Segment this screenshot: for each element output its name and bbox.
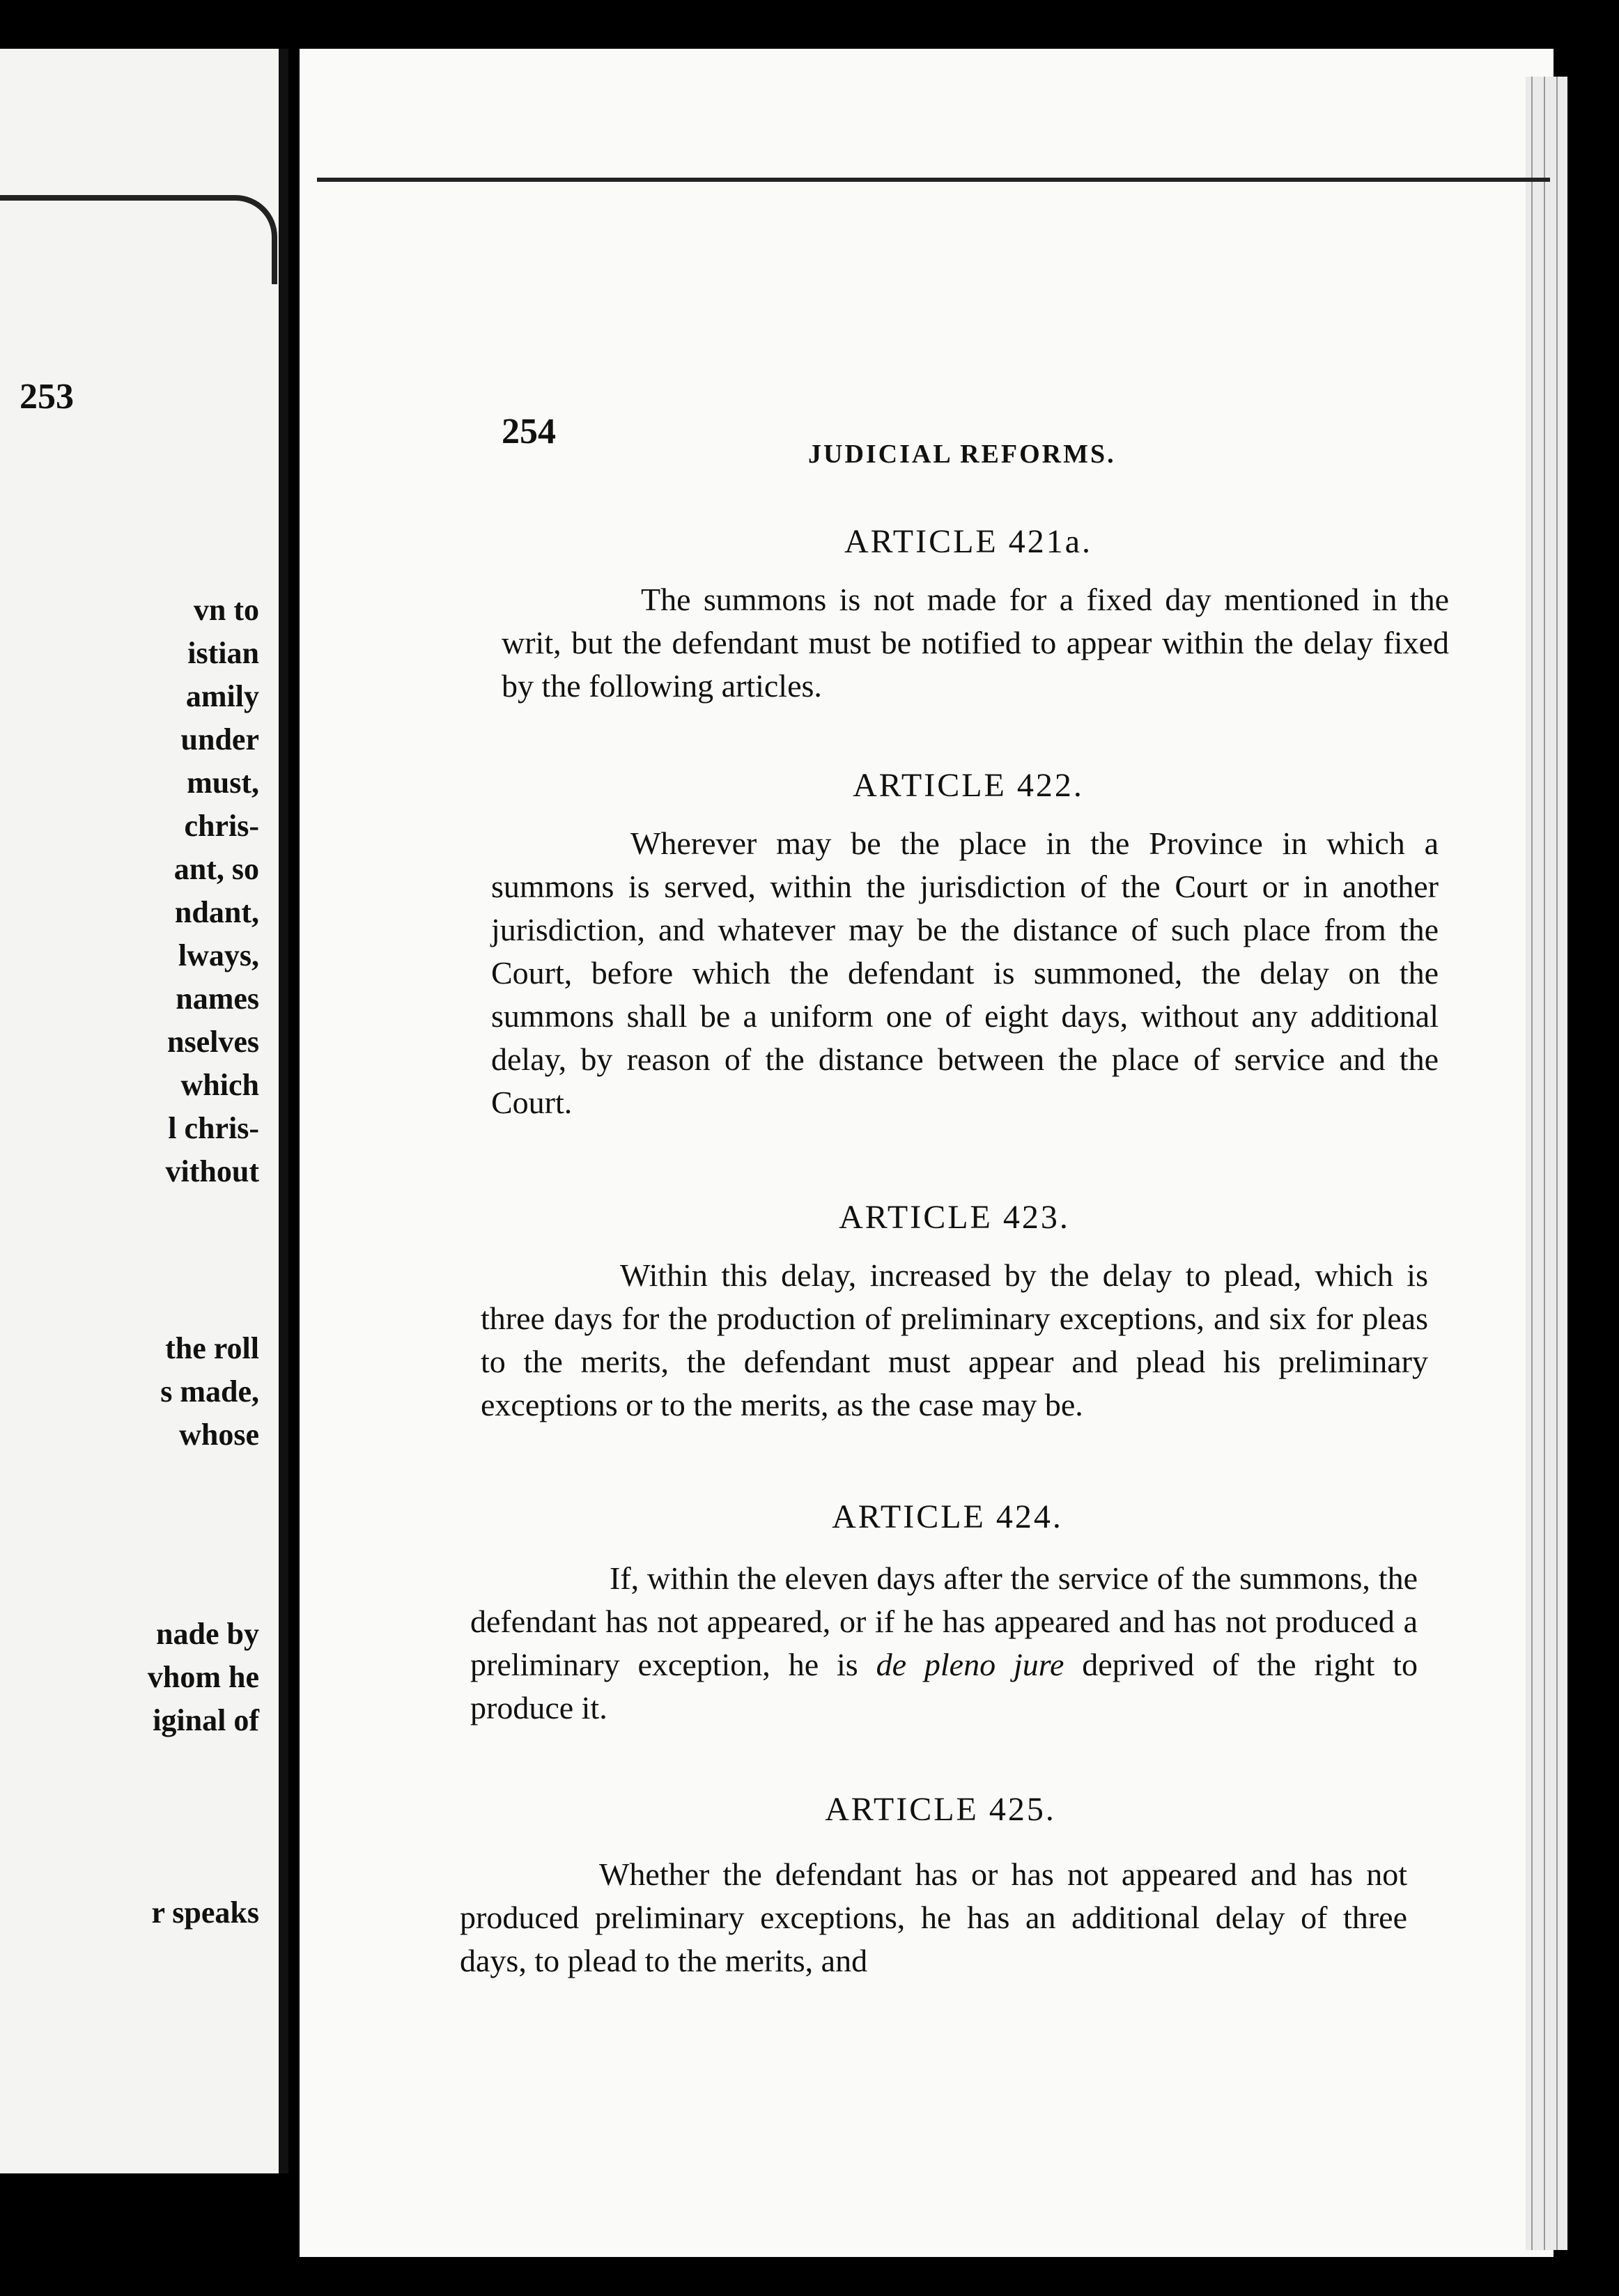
right-page-rule: [317, 178, 1550, 182]
article-text: Whether the defendant has or has not appeared and has not produced preliminary exceptions, he has an additional delay of three days, to plead to the merits, and: [460, 1856, 1407, 1978]
article-text: Within this delay, increased by the delay to plead, which is three days for the production of preliminary exceptions, and six for pleas to the merits, the defendant must appear and plead his preliminary exceptions or to the merits, as the case may be.: [481, 1257, 1428, 1422]
page-edge: [1526, 77, 1567, 2250]
running-head: JUDICIAL REFORMS.: [808, 440, 1116, 469]
article-text-part: deprived of the right to produce it.: [470, 1647, 1418, 1725]
left-fragment: nselves: [167, 1025, 259, 1059]
left-fragment: vithout: [165, 1154, 259, 1188]
left-page-rule: [0, 195, 277, 284]
page-number: 254: [502, 412, 556, 451]
left-fragment: the roll: [165, 1331, 259, 1365]
left-fragment: istian: [187, 636, 259, 670]
latin-phrase: de pleno jure: [876, 1647, 1064, 1682]
left-fragment: vhom he: [147, 1660, 259, 1694]
article-heading: ARTICLE 422.: [853, 767, 1084, 804]
left-page: [0, 49, 288, 2173]
left-fragment: must,: [187, 766, 259, 800]
left-fragment: names: [176, 982, 259, 1016]
article-text: The summons is not made for a fixed day mentioned in the writ, but the defendant must be notified to appear within the delay fixed by the following articles.: [502, 582, 1449, 704]
article-heading: ARTICLE 421a.: [844, 523, 1093, 560]
left-fragment: nade by: [156, 1617, 259, 1651]
article-heading: ARTICLE 425.: [825, 1791, 1056, 1828]
left-fragment: r speaks: [151, 1895, 259, 1930]
left-fragment: l chris-: [168, 1111, 259, 1145]
left-fragment: vn to: [193, 593, 259, 627]
left-fragment: amily: [185, 679, 259, 713]
left-fragment: chris-: [184, 809, 259, 843]
left-fragment: ant, so: [173, 852, 259, 886]
left-fragment: whose: [179, 1418, 259, 1452]
left-page-number: 253: [20, 377, 74, 417]
left-fragment: iginal of: [153, 1703, 259, 1737]
left-fragment: s made,: [160, 1374, 259, 1409]
article-text-part: If, within the eleven days after the service of the summons, the defendant has not appeared, or if he has appeared and has not produced a preliminary exception, he is: [470, 1560, 1418, 1682]
left-fragment: lways,: [178, 938, 259, 972]
article-text: [470, 1557, 1418, 1730]
left-fragment: under: [180, 722, 259, 757]
article-text: Wherever may be the place in the Province in which a summons is served, within the jurisdiction of the Court or in another jurisdiction, and whatever may be the distance of such place from the Court, before which the defendant is summoned, the delay on the summons shall be a uniform one of eight days, without any additional delay, by reason of the distance between the place of service and the Court.: [491, 825, 1439, 1120]
article-heading: ARTICLE 423.: [839, 1199, 1070, 1236]
left-fragment: which: [180, 1068, 259, 1102]
left-fragment: ndant,: [174, 895, 259, 929]
right-page: [300, 49, 1554, 2257]
article-heading: ARTICLE 424.: [832, 1498, 1063, 1535]
